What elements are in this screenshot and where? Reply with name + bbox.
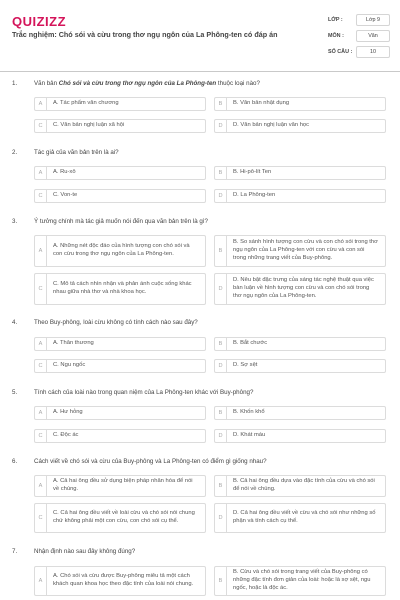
option-text: A. Cả hai ông đều sử dụng biện pháp nhân hóa để nói về chúng. xyxy=(53,478,193,492)
option-letter: B xyxy=(215,567,227,595)
meta-class xyxy=(328,14,390,26)
option-4c[interactable] xyxy=(34,359,206,373)
option-letter: D xyxy=(215,360,227,372)
option-text: C. Độc ác xyxy=(53,432,79,439)
option-letter: B xyxy=(215,167,227,179)
option-7b[interactable] xyxy=(214,566,386,596)
option-4d[interactable] xyxy=(214,359,386,373)
option-text: A. Những nét độc đáo của hình tượng con chó sói và con cừu trong thơ ngụ ngôn của La Phông-ten. xyxy=(53,243,190,257)
option-text: B. Cả hai ông đều dựa vào đặc tính của cừu và chó sói để nói về chúng. xyxy=(233,478,375,492)
option-letter: A xyxy=(35,338,47,350)
option-text: B. Văn bản nhật dụng xyxy=(233,100,290,107)
question-number: 2. xyxy=(12,149,18,156)
option-letter: D xyxy=(215,190,227,202)
question-text: Văn bản Chó sói và cừu trong thơ ngụ ngôn của La Phông-ten thuộc loại nào? xyxy=(34,80,260,87)
meta-question-count-label: SỐ CÂU : xyxy=(328,49,353,55)
meta-question-count-value: 10 xyxy=(356,46,390,58)
option-letter: C xyxy=(35,120,47,132)
option-letter: D xyxy=(215,120,227,132)
question-number: 1. xyxy=(12,80,18,87)
question-text-title: Chó sói và cừu trong thơ ngụ ngôn của La Phông-ten xyxy=(58,80,217,87)
option-6c[interactable] xyxy=(34,503,206,533)
option-text: A. Ru-xô xyxy=(53,169,76,176)
option-letter: A xyxy=(35,167,47,179)
option-text: D. Nêu bật đặc trưng của sáng tác nghệ thuật qua việc bàn luận về hình tượng con cừu và con chó sói trong thơ ngụ ngôn của La Phông-ten. xyxy=(233,277,374,299)
meta-subject-value: Văn xyxy=(356,30,390,42)
question-number: 5. xyxy=(12,389,18,396)
option-text: B. Bắt chước xyxy=(233,340,268,347)
option-text: A. Thân thương xyxy=(53,340,94,347)
option-2a[interactable] xyxy=(34,166,206,180)
option-4b[interactable] xyxy=(214,337,386,351)
option-text: C. Mô tả cách nhìn nhận và phản ánh cuộc sống khác nhau giữa nhà thơ và nhà khoa học. xyxy=(53,281,192,295)
option-3d[interactable] xyxy=(214,273,386,305)
option-letter: A xyxy=(35,98,47,110)
option-letter: D xyxy=(215,504,227,532)
option-5a[interactable] xyxy=(34,406,206,420)
question-text: Theo Buy-phông, loài cừu không có tính cách nào sau đây? xyxy=(34,319,198,326)
option-3b[interactable] xyxy=(214,235,386,267)
option-6d[interactable] xyxy=(214,503,386,533)
option-letter: A xyxy=(35,407,47,419)
option-text: B. Cừu và chó sói trong trang viết của Buy-phông có những đặc tính đơn giản của loài: hoặc là sợ sệt, ngu ngốc, hoặc là độc ác. xyxy=(233,569,371,591)
option-5d[interactable] xyxy=(214,429,386,443)
option-text: C. Văn bản nghị luận xã hội xyxy=(53,122,125,129)
question-text: Cách viết về chó sói và cừu của Buy-phông và La Phông-ten có điểm gì giống nhau? xyxy=(34,458,267,465)
meta-class-label: LỚP : xyxy=(328,17,343,23)
option-letter: C xyxy=(35,430,47,442)
option-5c[interactable] xyxy=(34,429,206,443)
option-letter: B xyxy=(215,407,227,419)
meta-class-value: Lớp 9 xyxy=(356,14,390,26)
option-1c[interactable] xyxy=(34,119,206,133)
quizizz-logo: QUIZIZZ xyxy=(12,14,67,29)
question-number: 3. xyxy=(12,218,18,225)
meta-subject xyxy=(328,30,390,42)
option-letter: B xyxy=(215,476,227,496)
option-letter: B xyxy=(215,338,227,350)
option-letter: D xyxy=(215,274,227,304)
option-letter: A xyxy=(35,236,47,266)
option-letter: A xyxy=(35,567,47,595)
option-3c[interactable] xyxy=(34,273,206,305)
question-text: Tính cách của loài nào trong quan niệm của La Phông-ten khác với Buy-phông? xyxy=(34,389,254,396)
question-text: Nhận định nào sau đây không đúng? xyxy=(34,548,136,555)
option-text: D. Cả hai ông đều viết về cừu và chó sói như những số phận và tính cách cụ thể. xyxy=(233,510,376,524)
option-1a[interactable] xyxy=(34,97,206,111)
option-letter: B xyxy=(215,98,227,110)
option-text: D. Sợ sệt xyxy=(233,362,258,369)
option-text: A. Hư hỏng xyxy=(53,409,83,416)
document-title: Trắc nghiệm: Chó sói và cừu trong thơ ngụ ngôn của La Phông-ten có đáp án xyxy=(12,30,278,39)
option-text: D. La Phông-ten xyxy=(233,192,276,199)
option-text: C. Cả hai ông đều viết về loài cừu và chó sói nói chung chứ không phải một con cừu, con chó sói cụ thể. xyxy=(53,510,195,524)
option-text: C. Ngu ngốc xyxy=(53,362,86,369)
option-letter: A xyxy=(35,476,47,496)
option-letter: C xyxy=(35,360,47,372)
option-3a[interactable] xyxy=(34,235,206,267)
option-6b[interactable] xyxy=(214,475,386,497)
option-2c[interactable] xyxy=(34,189,206,203)
option-2d[interactable] xyxy=(214,189,386,203)
option-letter: C xyxy=(35,504,47,532)
option-4a[interactable] xyxy=(34,337,206,351)
option-letter: B xyxy=(215,236,227,266)
option-text: B. So sánh hình tượng con cừu và con chó sói trong thơ ngụ ngôn của La Phông-ten với con cừu và con sói trong những trang viết của Buy-phông. xyxy=(233,239,378,261)
option-6a[interactable] xyxy=(34,475,206,497)
option-text: A. Tác phẩm văn chương xyxy=(53,100,119,107)
option-text: A. Chó sói và cừu được Buy-phông miêu tả một cách khách quan khoa học theo đặc tính của loài nói chung. xyxy=(53,573,194,587)
option-text: C. Von-te xyxy=(53,192,78,199)
question-text: Tác giả của văn bản trên là ai? xyxy=(34,149,119,156)
option-letter: C xyxy=(35,190,47,202)
option-letter: C xyxy=(35,274,47,304)
option-1d[interactable] xyxy=(214,119,386,133)
option-5b[interactable] xyxy=(214,406,386,420)
question-number: 4. xyxy=(12,319,18,326)
option-text: D. Khát máu xyxy=(233,432,266,439)
option-text: B. Hi-pô-lít Ten xyxy=(233,169,272,176)
option-text: D. Văn bản nghị luận văn học xyxy=(233,122,310,129)
option-text: B. Khốn khổ xyxy=(233,409,265,416)
option-2b[interactable] xyxy=(214,166,386,180)
option-1b[interactable] xyxy=(214,97,386,111)
option-7a[interactable] xyxy=(34,566,206,596)
question-text: Ý tưởng chính mà tác giả muốn nói đến qua văn bản trên là gì? xyxy=(34,218,208,225)
question-number: 7. xyxy=(12,548,18,555)
meta-subject-label: MÔN : xyxy=(328,33,344,39)
question-number: 6. xyxy=(12,458,18,465)
option-letter: D xyxy=(215,430,227,442)
document-header xyxy=(0,0,400,72)
meta-question-count xyxy=(328,46,390,58)
